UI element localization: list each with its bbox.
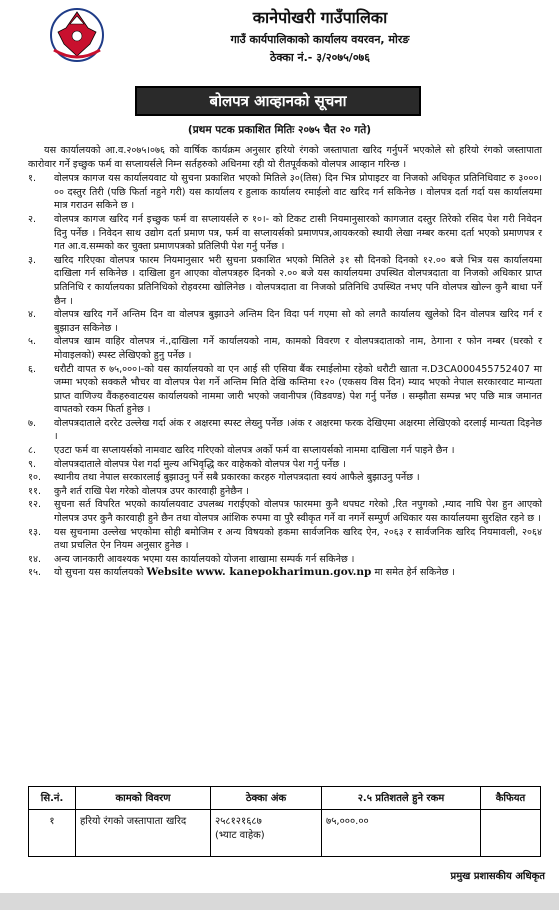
clause-text: खरिद गरिएका वोलपत्र फारम नियमानुसार भरी सुचना प्रकाशित भएको मितिले ३१ सौ दिनको दिनको १२.०० बजे भित्र यस कार्यालयमा दाखिला गर्न सकिनेछ । दाखिला हुन आएका वोलपत्रहरु दिनको २.०० बजे यस कार्यालयमा उपस्थित वोलपत्रदाता वा निजको अधिकार प्राप्त प्रतिनिधि र कार्यालयका प्रतिनिधिको रोहवरमा खोलिनेछ । वोलपत्रदाता वा निजको प्रतिनिधि उपस्थित नभए पनि वोलपत्र खोल्न कुनै बाधा पर्ने छैन । [54, 254, 542, 307]
clause-number: ६. [28, 363, 37, 375]
clause-text: स्थानीय तथा नेपाल सरकारलाई बुझाउनु पर्ने सबै प्रकारका करहरु गोलपत्रदाता स्वयं आफैले बुझाउनु पर्नेछ । [54, 472, 420, 484]
clause-text: वोलपत्र कागज यस कार्यालयवाट यो सुचना प्रकाशित भएको मितिले ३०(तिस) दिन भित्र प्रोपाइटर वा निजको अधिकृत प्रतिनिधिवाट रु ३०००।०० दस्तुर तिरी (पछि फिर्ता नहुने गरी) यस कार्यालय र हुलाक कार्यालय रमाईलो वाट खरिद गर्न सकिनेछ । वोलपत्र दर्ता गर्दा यस कार्यालयमा मात्र गराउन सकिने छ । [54, 173, 542, 212]
clause-number: ८. [28, 445, 37, 457]
clause-item [28, 444, 542, 458]
cell-amount: ७५,०००.०० [322, 810, 481, 857]
clause-text: धरौटी वापत रु ७५,०००।-को यस कार्यालयको वा एन आई सी एसिया बैंक रमाईलोमा रहेको धरौटी खाता न.D3CA000455752407 मा जम्मा भएको सक्कलै भौचर वा वोलपत्र पेश गर्ने अन्तिम मिति देखि कम्तिमा १२० (एकसय विस दिन) म्याद भएको नेपाल सरकारवाट मान्यता प्राप्त वाणिज्य वैंकहरुवाटयस कार्यालयको नाममा जारी भएको जवानीपत्र (विडवण्ड) पेश गर्नु पर्नेछ । सम्झौता सम्पन्न भए पछि मात्र जमानत वापतको रकम फिर्ता हुनेछ । [54, 363, 542, 416]
clause-number: १२. [28, 499, 42, 511]
clause-item [28, 172, 542, 213]
clause-number: ९. [28, 458, 37, 470]
col-header-description: कामको विवरण [76, 787, 211, 810]
clause-item [28, 485, 542, 499]
clause-text: सुचना सर्त विपरित भएको कार्यालयवाट उपलब्ध गराईएको वोलपत्र फारममा कुनै थपघट गरेको ,रित नपुगको ,म्याद नाघि पेश हुन आएको गोलपत्र उपर कुनै कारवाही हुने छैन तथा वोलपत्र आंशिक रुपमा वा पुरै स्वीकृत गर्ने वा नगर्ने सम्पुर्ण अधिकार यस कार्यालयमा सुरक्षित रहने छ । [54, 499, 542, 525]
col-header-contract-no: ठेक्का अंक [211, 787, 322, 810]
clause-number: १४. [28, 553, 42, 565]
clause-item [28, 417, 542, 444]
notice-number: ठेक्का नं.- ३/२०७५/०७६ [270, 51, 370, 64]
cell-remarks [481, 810, 541, 857]
cell-contract-no [211, 810, 322, 857]
clause-number: ३. [28, 254, 37, 266]
tender-table [28, 786, 541, 857]
clause-item [28, 553, 542, 567]
clause-number: ११. [28, 485, 42, 497]
clause-item [28, 498, 542, 525]
clause-text: एउटा फर्म वा सप्लायर्सको नामवाट खरिद गरिएको वोलपत्र अर्को फर्म वा सप्लायर्सको नाममा दाखिला गर्न पाइने छैन । [54, 445, 455, 457]
clause-text: कुनै शर्त राखि पेश गरेको वोलपत्र उपर कारवाही हुनेछैन । [54, 485, 250, 497]
clause-text: वोलपत्र कागज खरिद गर्न इच्छुक फर्म वा सप्लायर्सले रु १०।- को टिकट टासी नियमानुसारको कागजात दस्तुर तिरेको रसिद पेश गरी निवेदन दिनु पर्नेछ । निवेदन साथ उद्योग दर्ता प्रमाण पत्र, फर्म वा सप्लायर्सको प्रमाणपत्र,आयकरको स्थायी लेखा नम्बर करमा दर्ता भएको प्रमाणपत्र र गत आ.व.सम्मको कर चुक्ता प्रमाणपत्रको प्रतिलिपी पेश गर्नु पर्नेछ । [54, 213, 542, 253]
clause-text: यस सुचनामा उल्लेख भएकोमा सोही बमोजिम र अन्य विषयको हकमा सार्वजनिक खरिद ऐन, २०६३ र सार्वजनिक खरिद नियमावली, २०६४ तथा प्रचलित ऐन नियम अनुसार हुनेछ । [54, 526, 542, 552]
signature-title: प्रमुख प्रशासकीय अधिकृत [450, 871, 545, 882]
clause-number: १. [28, 173, 37, 185]
clause-item [28, 335, 542, 362]
clause-item [28, 363, 542, 417]
notice-title-banner: बोलपत्र आव्हानको सूचना [135, 86, 421, 116]
website-label: Website [146, 566, 193, 579]
clause-number: ४. [28, 309, 37, 321]
col-header-sn: सि.नं. [29, 787, 76, 810]
clause-number: २. [28, 213, 37, 225]
table-header-row [29, 787, 541, 810]
intro-paragraph: यस कार्यालयको आ.व.२०७५।०७६ को वार्षिक कार्यक्रम अनुसार हरियो रंगको जस्तापाता खरिद गर्नुपर्ने भएकोले सो हरियो रंगको जस्तापाता कारोवार गर्ने इच्छुक फर्म वा सप्लायर्सले निम्न सर्तहरुको अधिनमा रही यो रीतपूर्वकको वोलपत्र आव्हान गरिन्छ । [28, 145, 542, 170]
clause-item [28, 308, 542, 335]
clause-text: वोलपत्र खरिद गर्ने अन्तिम दिन वा वोलपत्र बुझाउने अन्तिम दिन विदा पर्न गएमा सो को लगतै कार्यालय खुलेको दिन वोलपत्र खरिद गर्न र बुझाउन सकिनेछ । [54, 309, 542, 334]
clause-number: ७. [28, 417, 37, 429]
cell-description: हरियो रंगको जस्तापाता खरिद [76, 810, 211, 857]
clause-number: १०. [28, 472, 42, 484]
notice-body [28, 144, 542, 580]
publication-date: (प्रथम पटक प्रकाशित मितिः २०७५ चैत २० गते) [187, 124, 372, 136]
clause-15-post: मा समेत हेर्न सकिनेछ । [374, 567, 456, 579]
office-subtitle: गाउँ कार्यपालिकाको कार्यालय वयरवन, मोरङ [230, 33, 410, 46]
clause-item [28, 458, 542, 472]
clause-number: ५. [28, 336, 37, 348]
clause-item [28, 254, 542, 308]
website-url[interactable]: www. kanepokharimun.gov.np [195, 566, 372, 579]
clause-15 [28, 566, 542, 580]
clause-text: वोलपत्रदाताले दररेट उल्लेख गर्दा अंक र अक्षरमा स्पस्ट लेख्नु पर्नेछ ।अंक र अक्षरमा फरक देखिएमा अक्षरमा लेखिएको दरलाई मान्यता दिइनेछ । [54, 417, 542, 443]
table-row [29, 810, 541, 857]
clause-text: अन्य जानकारी आवश्यक भएमा यस कार्यालयको योजना शाखामा सम्पर्क गर्न सकिनेछ । [54, 553, 355, 565]
contract-no-note: (भ्याट वाहेक) [215, 830, 265, 841]
clause-number: १३. [28, 526, 42, 538]
col-header-remarks: कैफियत [481, 787, 541, 810]
clause-item [28, 213, 542, 254]
clause-text [54, 566, 542, 580]
clause-item [28, 471, 542, 485]
clause-text: वोलपत्रदाताले वोलपत्र पेश गर्दा मुल्य अभिवृद्धि कर वाहेकको वोलपत्र पेश गर्नु पर्नेछ । [54, 458, 346, 470]
cell-sn: १ [29, 810, 76, 857]
clause-item [28, 526, 542, 553]
clause-text: वोलपत्र खाम वाहिर वोलपत्र नं.,दाखिला गर्ने कार्यालयको नाम, कामको विवरण र वोलपत्रदाताको नाम, ठेगाना र फोन नम्बर (घरको र मोवाइलको) स्पस्ट लेखिएको हुनु पर्नेछ । [54, 336, 542, 361]
office-name: कानेपोखरी गाउँपालिका [252, 8, 388, 27]
clause-number: १५. [28, 567, 42, 579]
nepal-emblem-icon [48, 4, 106, 64]
bottom-bar [0, 893, 559, 910]
clause-list [28, 172, 542, 566]
contract-no-value: २५८१२१६८७ [215, 816, 262, 827]
clause-15-pre: यो सुचना यस कार्यालयको [54, 567, 144, 579]
col-header-amount: २.५ प्रतिशतले हुने रकम [322, 787, 481, 810]
